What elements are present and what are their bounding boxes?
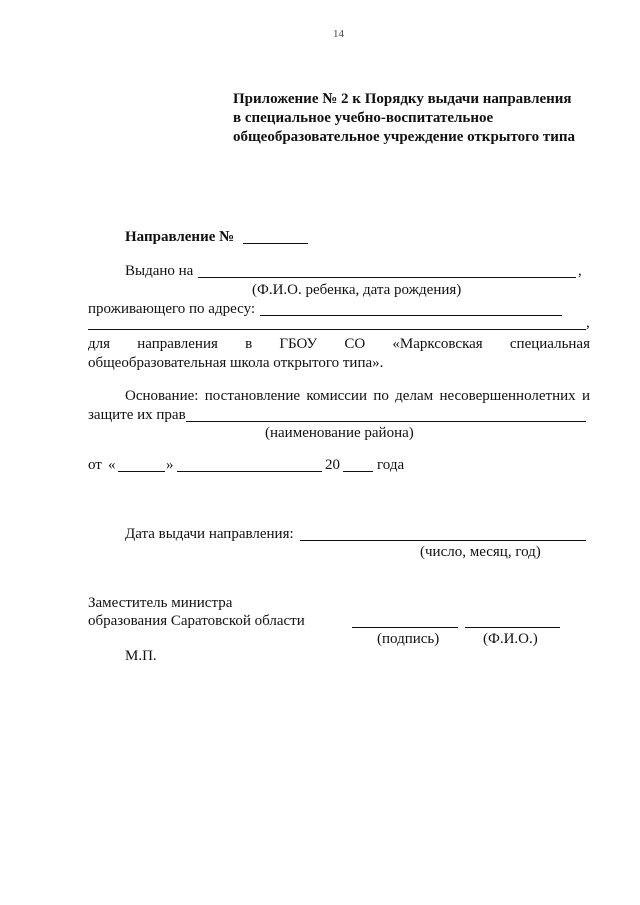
year-suffix: года <box>377 457 405 473</box>
direction-word: ГБОУ <box>279 336 318 352</box>
comma-2: , <box>586 315 590 331</box>
stamp-place: М.П. <box>125 648 157 664</box>
appendix-line-2: в специальное учебно-воспитательное <box>233 110 494 126</box>
issue-date-caption: (число, месяц, год) <box>420 544 541 560</box>
position-line-2: образования Саратовской области <box>88 613 305 629</box>
year-field[interactable] <box>343 471 373 472</box>
signer-name-field[interactable] <box>465 627 560 628</box>
address-field[interactable] <box>260 315 562 316</box>
comma: , <box>578 263 582 279</box>
basis-line-2: защите их прав <box>88 407 186 423</box>
signer-name-caption: (Ф.И.О.) <box>483 631 538 647</box>
basis-word: и <box>581 388 590 404</box>
direction-word: «Марксовская <box>392 336 483 352</box>
direction-word: в <box>245 336 253 352</box>
basis-line <box>125 387 590 405</box>
basis-word: делам <box>395 388 434 404</box>
district-caption: (наименование района) <box>265 425 414 441</box>
issue-date-label: Дата выдачи направления: <box>125 526 294 542</box>
appendix-line-1: Приложение № 2 к Порядку выдачи направления <box>233 91 572 107</box>
day-field[interactable] <box>118 471 165 472</box>
date-from-label: от <box>88 457 102 473</box>
address-label: проживающего по адресу: <box>88 301 256 317</box>
direction-word: СО <box>344 336 366 352</box>
direction-word: специальная <box>509 336 590 352</box>
close-quote: » <box>166 457 174 473</box>
year-prefix: 20 <box>325 457 340 473</box>
month-field[interactable] <box>177 471 322 472</box>
signature-field[interactable] <box>352 627 458 628</box>
position-line-1: Заместитель министра <box>88 595 233 611</box>
basis-word: Основание: <box>125 388 199 404</box>
basis-word: комиссии <box>306 388 367 404</box>
basis-word: несовершеннолетних <box>439 388 576 404</box>
referral-number-field[interactable] <box>243 243 308 244</box>
child-name-field[interactable] <box>198 277 576 278</box>
issue-date-field[interactable] <box>300 540 586 541</box>
open-quote: « <box>108 457 116 473</box>
referral-title: Направление № <box>125 229 235 245</box>
basis-word: постановление <box>204 388 301 404</box>
issued-to-label: Выдано на <box>125 263 194 279</box>
address-field-continued[interactable] <box>88 329 586 330</box>
direction-line <box>88 335 590 353</box>
direction-word: для <box>88 336 111 352</box>
appendix-line-3: общеобразовательное учреждение открытого типа <box>233 129 576 145</box>
basis-word: по <box>373 388 389 404</box>
page-number: 14 <box>333 28 344 40</box>
signature-caption: (подпись) <box>377 631 440 647</box>
child-caption: (Ф.И.О. ребенка, дата рождения) <box>252 282 462 298</box>
school-line: общеобразовательная школа открытого типа». <box>88 355 384 371</box>
direction-word: направления <box>137 336 218 352</box>
district-field[interactable] <box>186 421 586 422</box>
